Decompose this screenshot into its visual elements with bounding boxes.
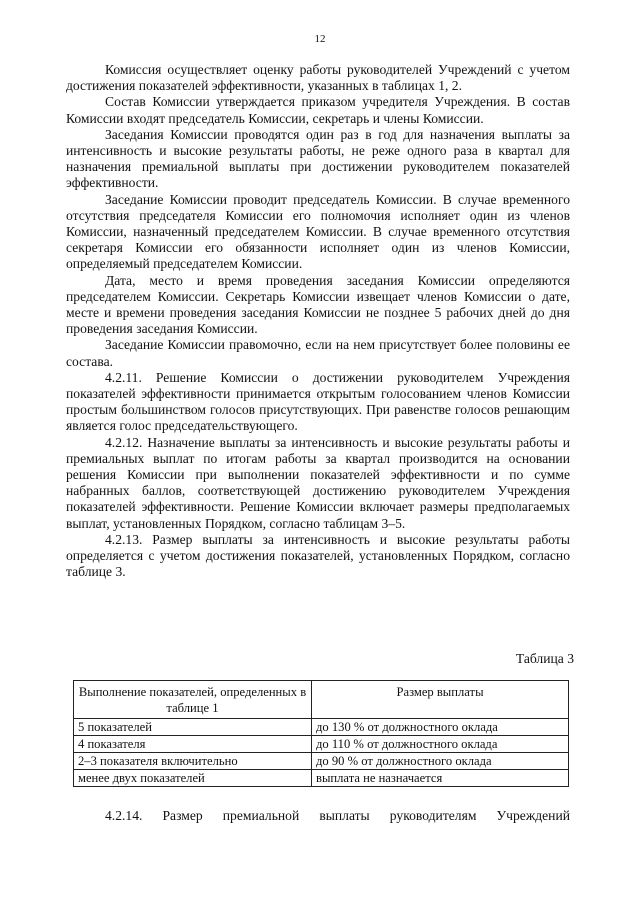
table-cell: 4 показателя xyxy=(74,736,312,753)
table-cell: до 90 % от должностного оклада xyxy=(312,753,569,770)
table-cell: до 130 % от должностного оклада xyxy=(312,719,569,736)
table-cell: выплата не назначается xyxy=(312,770,569,787)
table-header-row xyxy=(74,681,569,719)
body-text xyxy=(66,62,570,581)
paragraph: 4.2.12. Назначение выплаты за интенсивность и высокие результаты работы и премиальных выплат по итогам работы за квартал производится на основании решения Комиссии при выполнении показателей эффективности и по сумме набранных баллов, соответствующей достижению руководителем Учреждения показателей эффективности. Решение Комиссии включает размеры предполагаемых выплат, установленных Порядком, согласно таблицам 3–5. xyxy=(66,434,570,531)
payment-table xyxy=(73,680,569,787)
table-row xyxy=(74,736,569,753)
paragraph: Заседание Комиссии проводит председатель Комиссии. В случае временного отсутствия председателя Комиссии его полномочия исполняет один из членов Комиссии, назначенный председателем Комиссии. В случае временного отсутствия секретаря Комиссии его обязанности исполняет один из членов Комиссии, определяемый председателем Комиссии. xyxy=(66,191,570,272)
table-cell: менее двух показателей xyxy=(74,770,312,787)
table-cell: 5 показателей xyxy=(74,719,312,736)
table-row xyxy=(74,753,569,770)
table-label: Таблица 3 xyxy=(515,651,574,666)
table-row xyxy=(74,719,569,736)
table-row xyxy=(74,770,569,787)
paragraph: Заседание Комиссии правомочно, если на нем присутствует более половины ее состава. xyxy=(66,337,570,369)
paragraph: Дата, место и время проведения заседания Комиссии определяются председателем Комиссии. Секретарь Комиссии извещает членов Комиссии о дате, месте и времени проведения заседания Комиссии не позднее 5 рабочих дней до дня проведения заседания Комиссии. xyxy=(66,272,570,337)
header-cell-indicators: Выполнение показателей, определенных в таблице 1 xyxy=(74,681,312,719)
trailing-text: 4.2.14. Размер премиальной выплаты руководителям Учреждений xyxy=(105,808,570,823)
paragraph: Заседания Комиссии проводятся один раз в год для назначения выплаты за интенсивность и высокие результаты работы, не реже одного раза в квартал для назначения премиальной выплаты при достижении руководителем показателей эффективности. xyxy=(66,126,570,191)
paragraph: Состав Комиссии утверждается приказом учредителя Учреждения. В состав Комиссии входят председатель Комиссии, секретарь и члены Комиссии. xyxy=(66,94,570,126)
paragraph: 4.2.13. Размер выплаты за интенсивность и высокие результаты работы определяется с учетом достижения показателей, установленных Порядком, согласно таблице 3. xyxy=(66,531,570,580)
header-cell-payment: Размер выплаты xyxy=(312,681,569,719)
table-cell: 2–3 показателя включительно xyxy=(74,753,312,770)
paragraph: 4.2.11. Решение Комиссии о достижении руководителем Учреждения показателей эффективности принимается открытым голосованием членов Комиссии простым большинством голосов присутствующих. При равенстве голосов решающим является голос председательствующего. xyxy=(66,369,570,434)
paragraph: Комиссия осуществляет оценку работы руководителей Учреждений с учетом достижения показателей эффективности, указанных в таблицах 1, 2. xyxy=(66,62,570,94)
page-number: 12 xyxy=(314,33,326,45)
table-cell: до 110 % от должностного оклада xyxy=(312,736,569,753)
